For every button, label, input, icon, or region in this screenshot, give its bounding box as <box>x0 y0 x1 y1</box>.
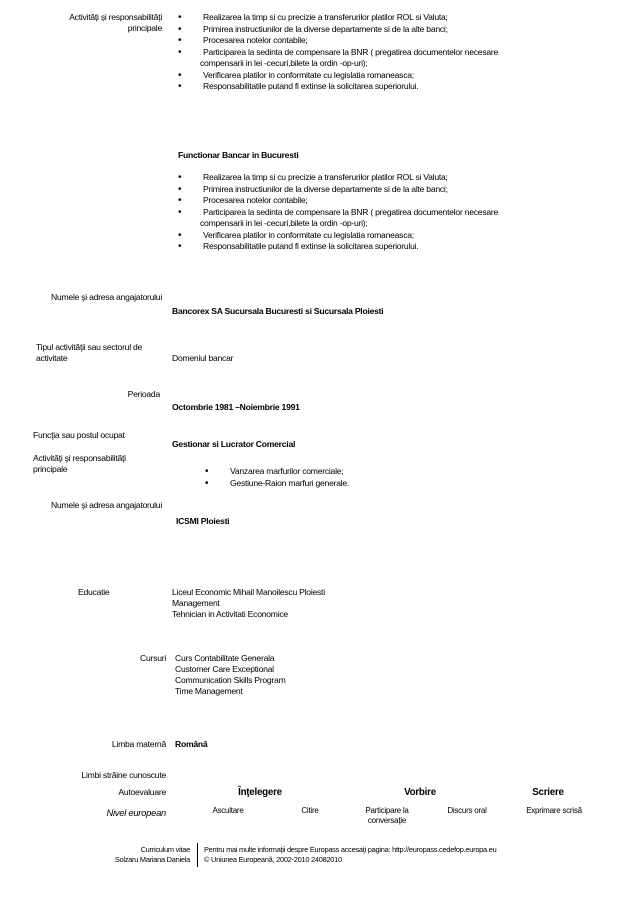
education-lines <box>172 587 325 620</box>
sector-label-line1: Tipul activităţii sau sectorul de <box>36 342 143 352</box>
listening-subheader: Ascultare <box>212 806 244 815</box>
reading-subheader: Citire <box>301 806 319 815</box>
understanding-header: Înţelegere <box>238 787 282 798</box>
employer-value: Bancorex SA Sucursala Bucuresti si Sucursala Ploiesti <box>172 306 384 316</box>
position-value: Gestionar si Lucrator Comercial <box>172 439 296 449</box>
interaction-subheader <box>352 806 422 826</box>
sector-label-line2: activitate <box>36 353 68 363</box>
activities-label-line1: Activități și responsabilități <box>69 12 162 22</box>
list-item: • Responsabilitatile putand fi extinse la solicitarea superiorului. <box>178 241 578 253</box>
writing-subheader: Exprimare scrisă <box>526 806 582 815</box>
list-item-text: Participarea la sedinta de compensare la BNR ( pregatirea documentelor necesare <box>203 46 499 57</box>
course-line: Curs Contabilitate Generala <box>175 653 275 663</box>
activities2-label-line1: Activităţi şi responsabilităţi <box>33 453 126 463</box>
employer2-value: ICSMI Ploiesti <box>176 516 230 526</box>
employer-label: Numele şi adresa angajatorului <box>51 292 162 302</box>
mother-tongue-label: Limba maternă <box>111 739 166 749</box>
list-item: • Realizarea la timp si cu precizie a transferurilor platilor ROL si Valuta; <box>178 172 578 184</box>
list-item-continuation: compensarii in lei -cecuri,bilete la ordin -op-uri); <box>200 58 368 68</box>
list-item: • Verificarea platilor in conformitate cu legislatia romaneasca; <box>178 230 578 242</box>
list-item: • Realizarea la timp si cu precizie a transferurilor platilor ROL si Valuta; <box>178 12 578 24</box>
period-label: Perioada <box>127 389 160 399</box>
writing-header: Scriere <box>532 787 564 798</box>
list-item-text: Participarea la sedinta de compensare la BNR ( pregatirea documentelor necesare <box>203 206 499 217</box>
period-value: Octombrie 1981 –Noiembrie 1991 <box>172 402 300 412</box>
list-item: • Verificarea platilor in conformitate cu legislatia romaneasca; <box>178 70 578 82</box>
education-line: Management <box>172 598 220 608</box>
list-item: • Vanzarea marfurilor comerciale; <box>205 466 505 478</box>
employer2-label: Numele şi adresa angajatorului <box>51 500 162 510</box>
job-title: Functionar Bancar in Bucuresti <box>178 150 299 160</box>
interaction-subheader-line2: conversaţie <box>367 816 407 825</box>
list-item: • Procesarea notelor contabile; <box>178 35 578 47</box>
course-line: Time Management <box>175 686 243 696</box>
list-item: • Gestiune-Raion marfuri generale. <box>205 478 505 490</box>
footer-divider <box>197 843 198 867</box>
footer-cv-info <box>60 845 190 865</box>
position-label: Funcţia sau postul ocupat <box>33 430 125 440</box>
list-item <box>178 207 578 230</box>
foreign-languages-label: Limbi străine cunoscute <box>81 770 166 780</box>
sector-label <box>36 342 166 364</box>
interaction-subheader-line1: Participare la <box>365 806 409 815</box>
list-item: • Procesarea notelor contabile; <box>178 195 578 207</box>
list-item: • Primirea instructiunilor de la diverse departamente si de la alte banci; <box>178 184 578 196</box>
footer-copyright: © Uniunea Europeană, 2002-2010 24082010 <box>204 855 342 864</box>
education-line: Tehnician in Activitati Economice <box>172 609 288 619</box>
education-line: Liceul Economic Mihail Manoilescu Ploiesti <box>172 587 325 597</box>
activities-label-line2: principale <box>127 23 162 33</box>
activities2-bullet-list <box>205 466 505 489</box>
list-item: • Responsabilitatile putand fi extinse la solicitarea superiorului. <box>178 81 578 93</box>
footer-europass-info <box>204 845 624 865</box>
education-label: Educatie <box>78 587 110 597</box>
courses-lines <box>175 653 285 697</box>
footer-europass-link-text: Pentru mai multe informaţii despre Europass accesaţi pagina: http://europass.cedefop.europa.eu <box>204 845 497 854</box>
footer-cv-name: Solzaru Mariana Daniela <box>114 855 190 864</box>
activities-label <box>40 12 162 34</box>
activities2-label <box>33 453 126 475</box>
job-bullet-list <box>178 172 578 253</box>
activities-bullet-list <box>178 12 578 93</box>
production-subheader: Discurs oral <box>447 806 487 815</box>
speaking-header: Vorbire <box>404 787 436 798</box>
course-line: Customer Care Exceptional <box>175 664 274 674</box>
self-assessment-label: Autoevaluare <box>118 787 166 797</box>
list-item <box>178 47 578 70</box>
mother-tongue-value: Română <box>175 739 208 749</box>
list-item: • Primirea instructiunilor de la diverse departamente si de la alte banci; <box>178 24 578 36</box>
list-item-continuation: compensarii in lei -cecuri,bilete la ordin -op-uri); <box>200 218 368 228</box>
course-line: Communication Skills Program <box>175 675 286 685</box>
activities2-label-line2: principale <box>33 464 68 474</box>
european-level-label: Nivel european <box>106 807 166 818</box>
courses-label: Cursuri <box>140 653 166 663</box>
footer-cv-title: Curriculum vitae <box>140 845 190 854</box>
sector-value: Domeniul bancar <box>172 353 234 363</box>
